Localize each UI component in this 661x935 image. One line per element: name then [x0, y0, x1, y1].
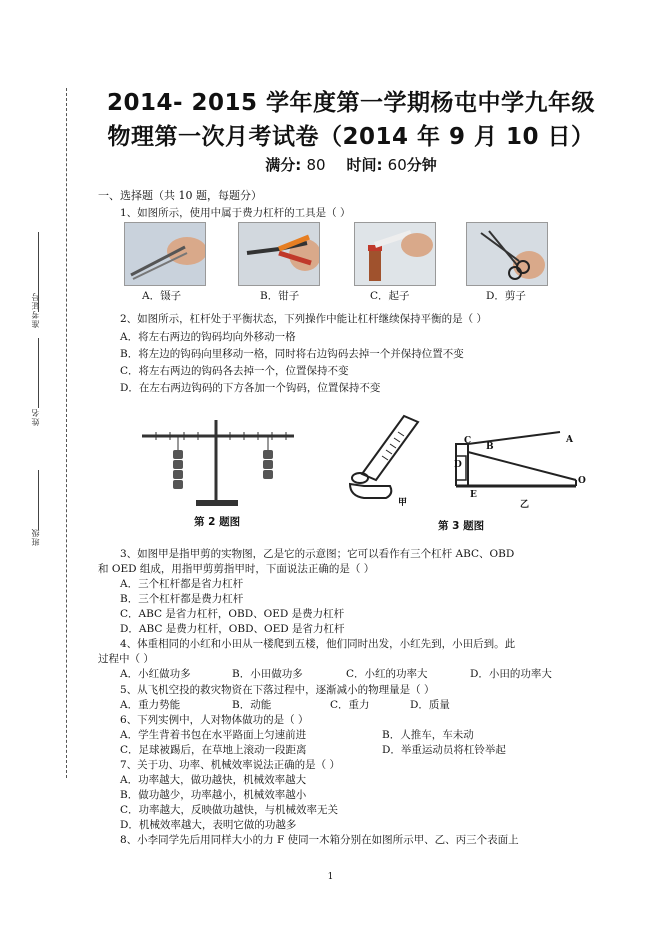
q7-option-d: D．机械效率越大，表明它做的功越多 [120, 819, 297, 831]
q4-option-c: C．小红的功率大 [346, 668, 428, 680]
class-label: 班级 [31, 528, 40, 546]
binding-dashed-line [66, 88, 67, 778]
q4-option-a: A．小红做功多 [120, 668, 191, 680]
q6-option-c: C．足球被踢后，在草地上滚动一段距离 [120, 744, 307, 756]
q5-option-b: B．动能 [232, 699, 272, 711]
scissors-photo [466, 222, 548, 286]
q3-stem-line2: 和 OED 组成，用指甲剪剪指甲时，下面说法正确的是（ ） [98, 563, 375, 575]
q3-option-b: B．三个杠杆都是费力杠杆 [120, 593, 244, 605]
q2-option-d: D．在左右两边钩码的下方各加一个钩码，位置保持不变 [120, 382, 381, 394]
q1-stem: 1、如图所示，使用中属于费力杠杆的工具是（ ） [120, 207, 351, 219]
tweezers-photo [124, 222, 206, 286]
bottle-opener-photo [354, 222, 436, 286]
time-value: 60 [387, 156, 407, 174]
q6-option-a: A．学生背着书包在水平路面上匀速前进 [120, 729, 307, 741]
fig3-label-e: E [470, 490, 477, 500]
q4-stem-line2: 过程中（ ） [98, 653, 154, 665]
exam-title-line2: 物理第一次月考试卷（2014 年 9 月 10 日） [107, 124, 595, 150]
q8-stem: 8、小李同学先后用同样大小的力 F 使同一木箱分别在如图所示甲、乙、丙三个表面上 [120, 834, 519, 846]
exam-no-label: 准考证号 [31, 292, 40, 328]
name-blank [38, 338, 39, 408]
q1-option-c: C．起子 [370, 290, 410, 302]
q7-option-b: B．做功越少，功率越小，机械效率越小 [120, 789, 307, 801]
q7-option-a: A．功率越大，做功越快，机械效率越大 [120, 774, 307, 786]
fig3-label-a: A [566, 435, 573, 445]
q4-option-b: B．小田做功多 [232, 668, 303, 680]
q3-stem-line1: 3、如图甲是指甲剪的实物图，乙是它的示意图；它可以看作有三个杠杆 ABC、OBD [120, 548, 515, 560]
q4-option-d: D．小田的功率大 [470, 668, 552, 680]
q4-stem-line1: 4、体重相同的小红和小田从一楼爬到五楼，他们同时出发，小红先到，小田后到。此 [120, 638, 516, 650]
lever-figure [138, 414, 298, 514]
page-number: 1 [327, 872, 334, 882]
fig3-label-c: C [464, 436, 472, 446]
q5-option-a: A．重力势能 [120, 699, 181, 711]
q6-option-d: D．举重运动员将杠铃举起 [382, 744, 506, 756]
fig3-label-b: B [486, 442, 494, 452]
score-time-line [86, 154, 616, 175]
q6-option-b: B．人推车，车未动 [382, 729, 474, 741]
q6-stem: 6、下列实例中，人对物体做功的是（ ） [120, 714, 309, 726]
fig3-label-d: D [454, 460, 462, 470]
q5-option-d: D．质量 [410, 699, 450, 711]
q2-option-c: C．将左右两边的钩码各去掉一个，位置保持不变 [120, 365, 349, 377]
section-1-title: 一、选择题（共 10 题，每题分） [98, 189, 262, 202]
q1-option-a: A．镊子 [142, 290, 182, 302]
q3-option-c: C．ABC 是省力杠杆，OBD、OED 是费力杠杆 [120, 608, 345, 620]
q3-option-a: A．三个杠杆都是省力杠杆 [120, 578, 244, 590]
time-label: 时间: [346, 156, 383, 174]
q5-option-c: C．重力 [330, 699, 370, 711]
fig3-label-yi: 乙 [520, 500, 530, 510]
q1-option-b: B．钳子 [260, 290, 300, 302]
q2-figure-caption: 第 2 题图 [194, 516, 241, 528]
exam-title-line1: 2014- 2015 学年度第一学期杨屯中学九年级 [106, 90, 596, 116]
q7-option-c: C．功率越大，反映做功越快，与机械效率无关 [120, 804, 339, 816]
class-blank [38, 470, 39, 530]
q2-stem: 2、如图所示，杠杆处于平衡状态，下列操作中能让杠杆继续保持平衡的是（ ） [120, 313, 488, 325]
score-value: 80 [306, 156, 326, 174]
q3-figure-caption: 第 3 题图 [438, 520, 485, 532]
fig3-label-jia: 甲 [398, 498, 408, 508]
q3-option-d: D．ABC 是费力杠杆，OBD、OED 是省力杠杆 [120, 623, 345, 635]
q7-stem: 7、关于功、功率、机械效率说法正确的是（ ） [120, 759, 341, 771]
q1-option-d: D．剪子 [486, 290, 526, 302]
name-label: 姓名 [31, 408, 40, 426]
fig3-label-o: O [578, 476, 586, 486]
q2-option-a: A．将左右两边的钩码均向外移动一格 [120, 331, 296, 343]
time-unit: 分钟 [406, 156, 437, 174]
q2-option-b: B．将左边的钩码向里移动一格，同时将右边钩码去掉一个并保持位置不变 [120, 348, 464, 360]
nail-clipper-figure [342, 408, 432, 504]
pliers-photo [238, 222, 320, 286]
score-label: 满分: [265, 156, 302, 174]
q5-stem: 5、从飞机空投的救灾物资在下落过程中，逐渐减小的物理量是（ ） [120, 684, 435, 696]
